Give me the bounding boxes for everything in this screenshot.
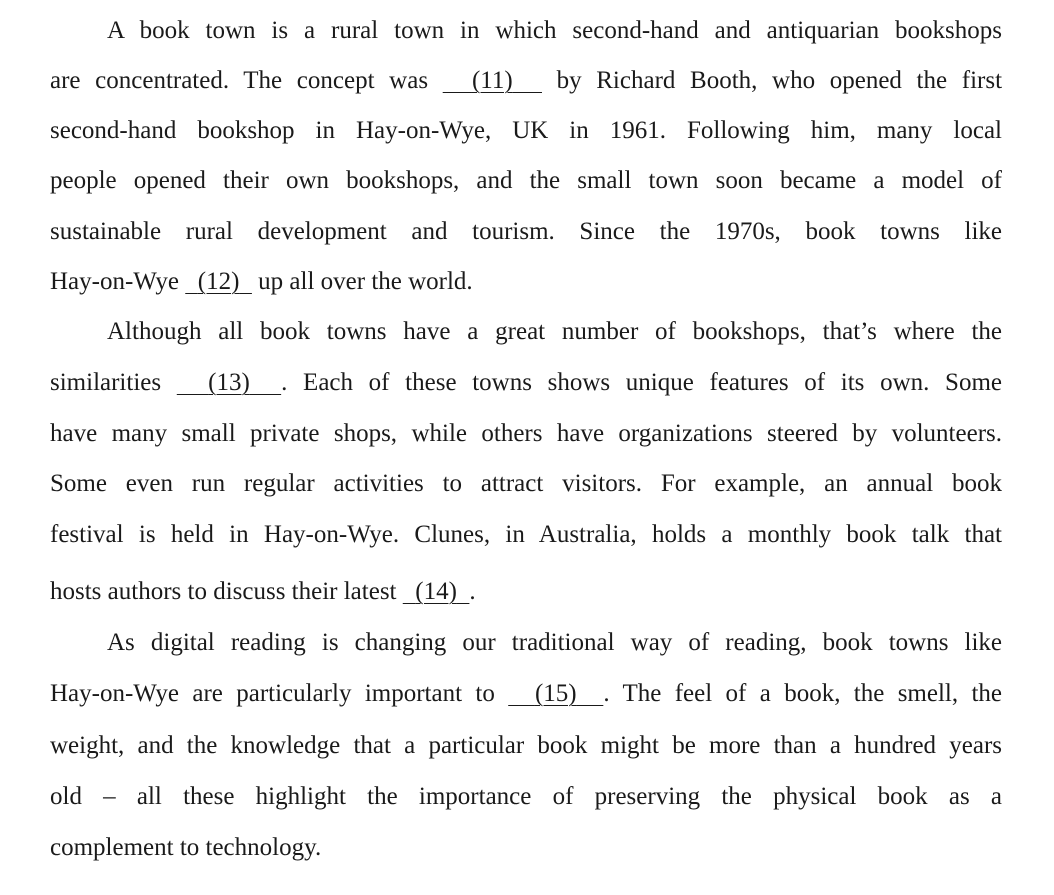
passage-line: people opened their own bookshops, and the small town soon became a model of bbox=[50, 167, 1002, 194]
blank-12: (12) bbox=[197, 268, 240, 295]
passage-line: Some even run regular activities to attract visitors. For example, an annual book bbox=[50, 470, 1002, 497]
passage-line: As digital reading is changing our traditional way of reading, book towns like bbox=[107, 629, 1002, 656]
passage-line: are concentrated. The concept was (11) by Richard Booth, who opened the first bbox=[50, 67, 1003, 94]
passage-line: Hay-on-Wye (12) up all over the world. bbox=[50, 268, 473, 295]
passage-line: Although all book towns have a great number of bookshops, that’s where the bbox=[107, 318, 1002, 345]
passage-line: weight, and the knowledge that a particular book might be more than a hundred years bbox=[50, 732, 1002, 759]
blank-14: (14) bbox=[415, 578, 457, 605]
passage-line: sustainable rural development and tourism. Since the 1970s, book towns like bbox=[50, 218, 1002, 245]
passage-line: Hay-on-Wye are particularly important to (15) . The feel of a book, the smell, the bbox=[50, 680, 1003, 707]
passage-line: have many small private shops, while others have organizations steered by volunteers. bbox=[50, 420, 1002, 447]
passage-line: A book town is a rural town in which second-hand and antiquarian bookshops bbox=[107, 17, 1002, 44]
blank-15: (15) bbox=[534, 680, 577, 707]
blank-13: (13) bbox=[208, 369, 250, 396]
passage-line: old – all these highlight the importance of preserving the physical book as a bbox=[50, 783, 1002, 810]
blank-11: (11) bbox=[471, 67, 513, 94]
passage-line: festival is held in Hay-on-Wye. Clunes, in Australia, holds a monthly book talk that bbox=[50, 521, 1002, 548]
passage-line: second-hand bookshop in Hay-on-Wye, UK in 1961. Following him, many local bbox=[50, 117, 1002, 144]
passage-line: similarities (13) . Each of these towns shows unique features of its own. Some bbox=[50, 369, 1003, 396]
passage-line: hosts authors to discuss their latest (14) . bbox=[50, 578, 476, 605]
passage-line: complement to technology. bbox=[50, 834, 322, 861]
